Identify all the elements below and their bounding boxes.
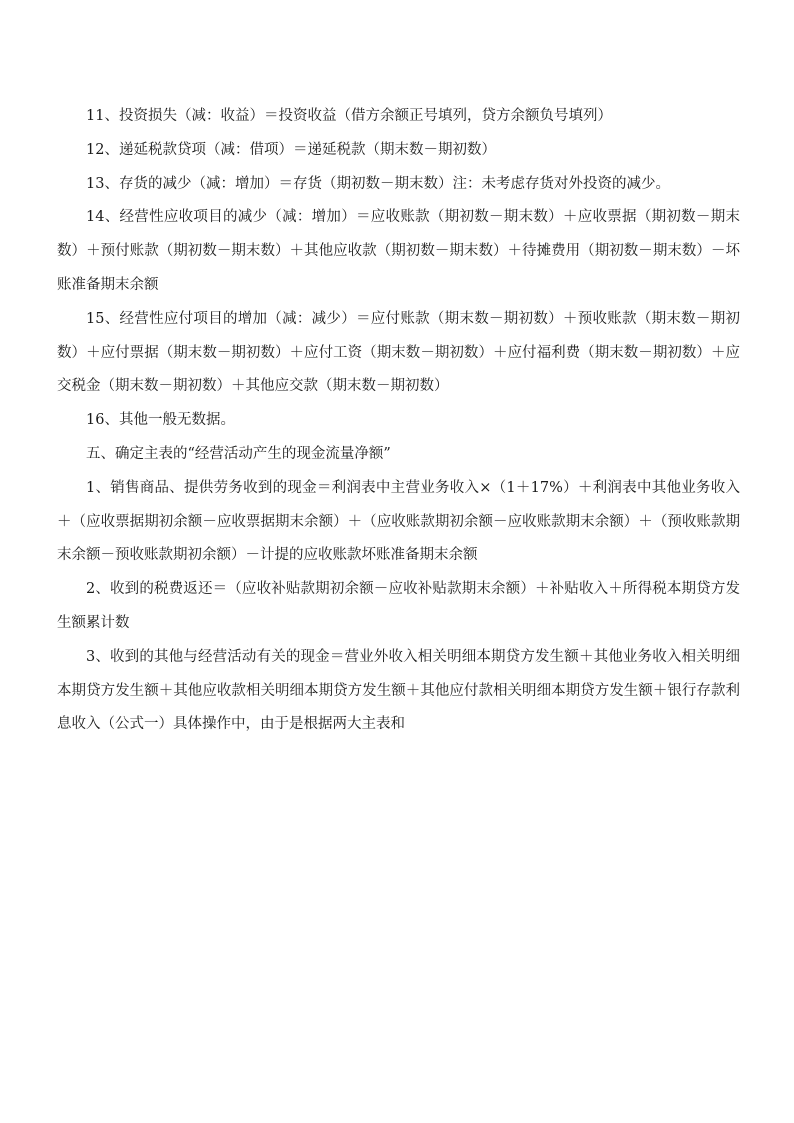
paragraph-item-11-investment-loss: 11、投资损失（减：收益）＝投资收益（借方余额正号填列，贷方余额负号填列） [86,108,612,124]
paragraph-item-15-operating-payables: 15、经营性应付项目的增加（减：减少）＝应付账款（期末数－期初数）＋预收账款（期末数－期初数）＋应付票据（期末数－期初数）＋应付工资（期末数－期初数）＋应付福利费（期末数－期初数）＋应交税金（期末数－期初数）＋其他应交款（期末数－期初数） [57,310,740,395]
paragraph-item-13-inventory-decrease: 13、存货的减少（减：增加）＝存货（期初数－期末数）注：未考虑存货对外投资的减少。 [86,175,670,192]
paragraph-item-14-operating-receivables: 14、经营性应收项目的减少（减：增加）＝应收账款（期初数－期末数）＋应收票据（期初数－期末数）＋预付账款（期初数－期末数）＋其他应收款（期初数－期末数）＋待摊费用（期初数－期末数）－坏账准备期末余额 [57,209,740,293]
paragraph-item-2-tax-refund: 2、收到的税费返还＝（应收补贴款期初余额－应收补贴款期末余额）＋补贴收入＋所得税本期贷方发生额累计数 [57,581,740,631]
paragraph-item-3-other-operating-cash: 3、收到的其他与经营活动有关的现金＝营业外收入相关明细本期贷方发生额＋其他业务收入相关明细本期贷方发生额＋其他应收款相关明细本期贷方发生额＋其他应付款相关明细本期贷方发生额＋银行存款利息收入（公式一）具体操作中，由于是根据两大主表和 [57,648,740,733]
document-body [57,100,740,742]
paragraph-item-12-deferred-tax: 12、递延税款贷项（减：借项）＝递延税款（期末数－期初数） [86,141,496,158]
paragraph-item-16-other: 16、其他一般无数据。 [86,412,235,429]
paragraph-item-1-sales-cash: 1、销售商品、提供劳务收到的现金＝利润表中主营业务收入×（1＋17%）＋利润表中其他业务收入＋（应收票据期初余额－应收票据期末余额）＋（应收账款期初余额－应收账款期末余额）＋（预收账款期末余额－预收账款期初余额）－计提的应收账款坏账准备期末余额 [57,479,740,564]
section-heading-five: 五、确定主表的“经营活动产生的现金流量净额” [86,445,391,462]
